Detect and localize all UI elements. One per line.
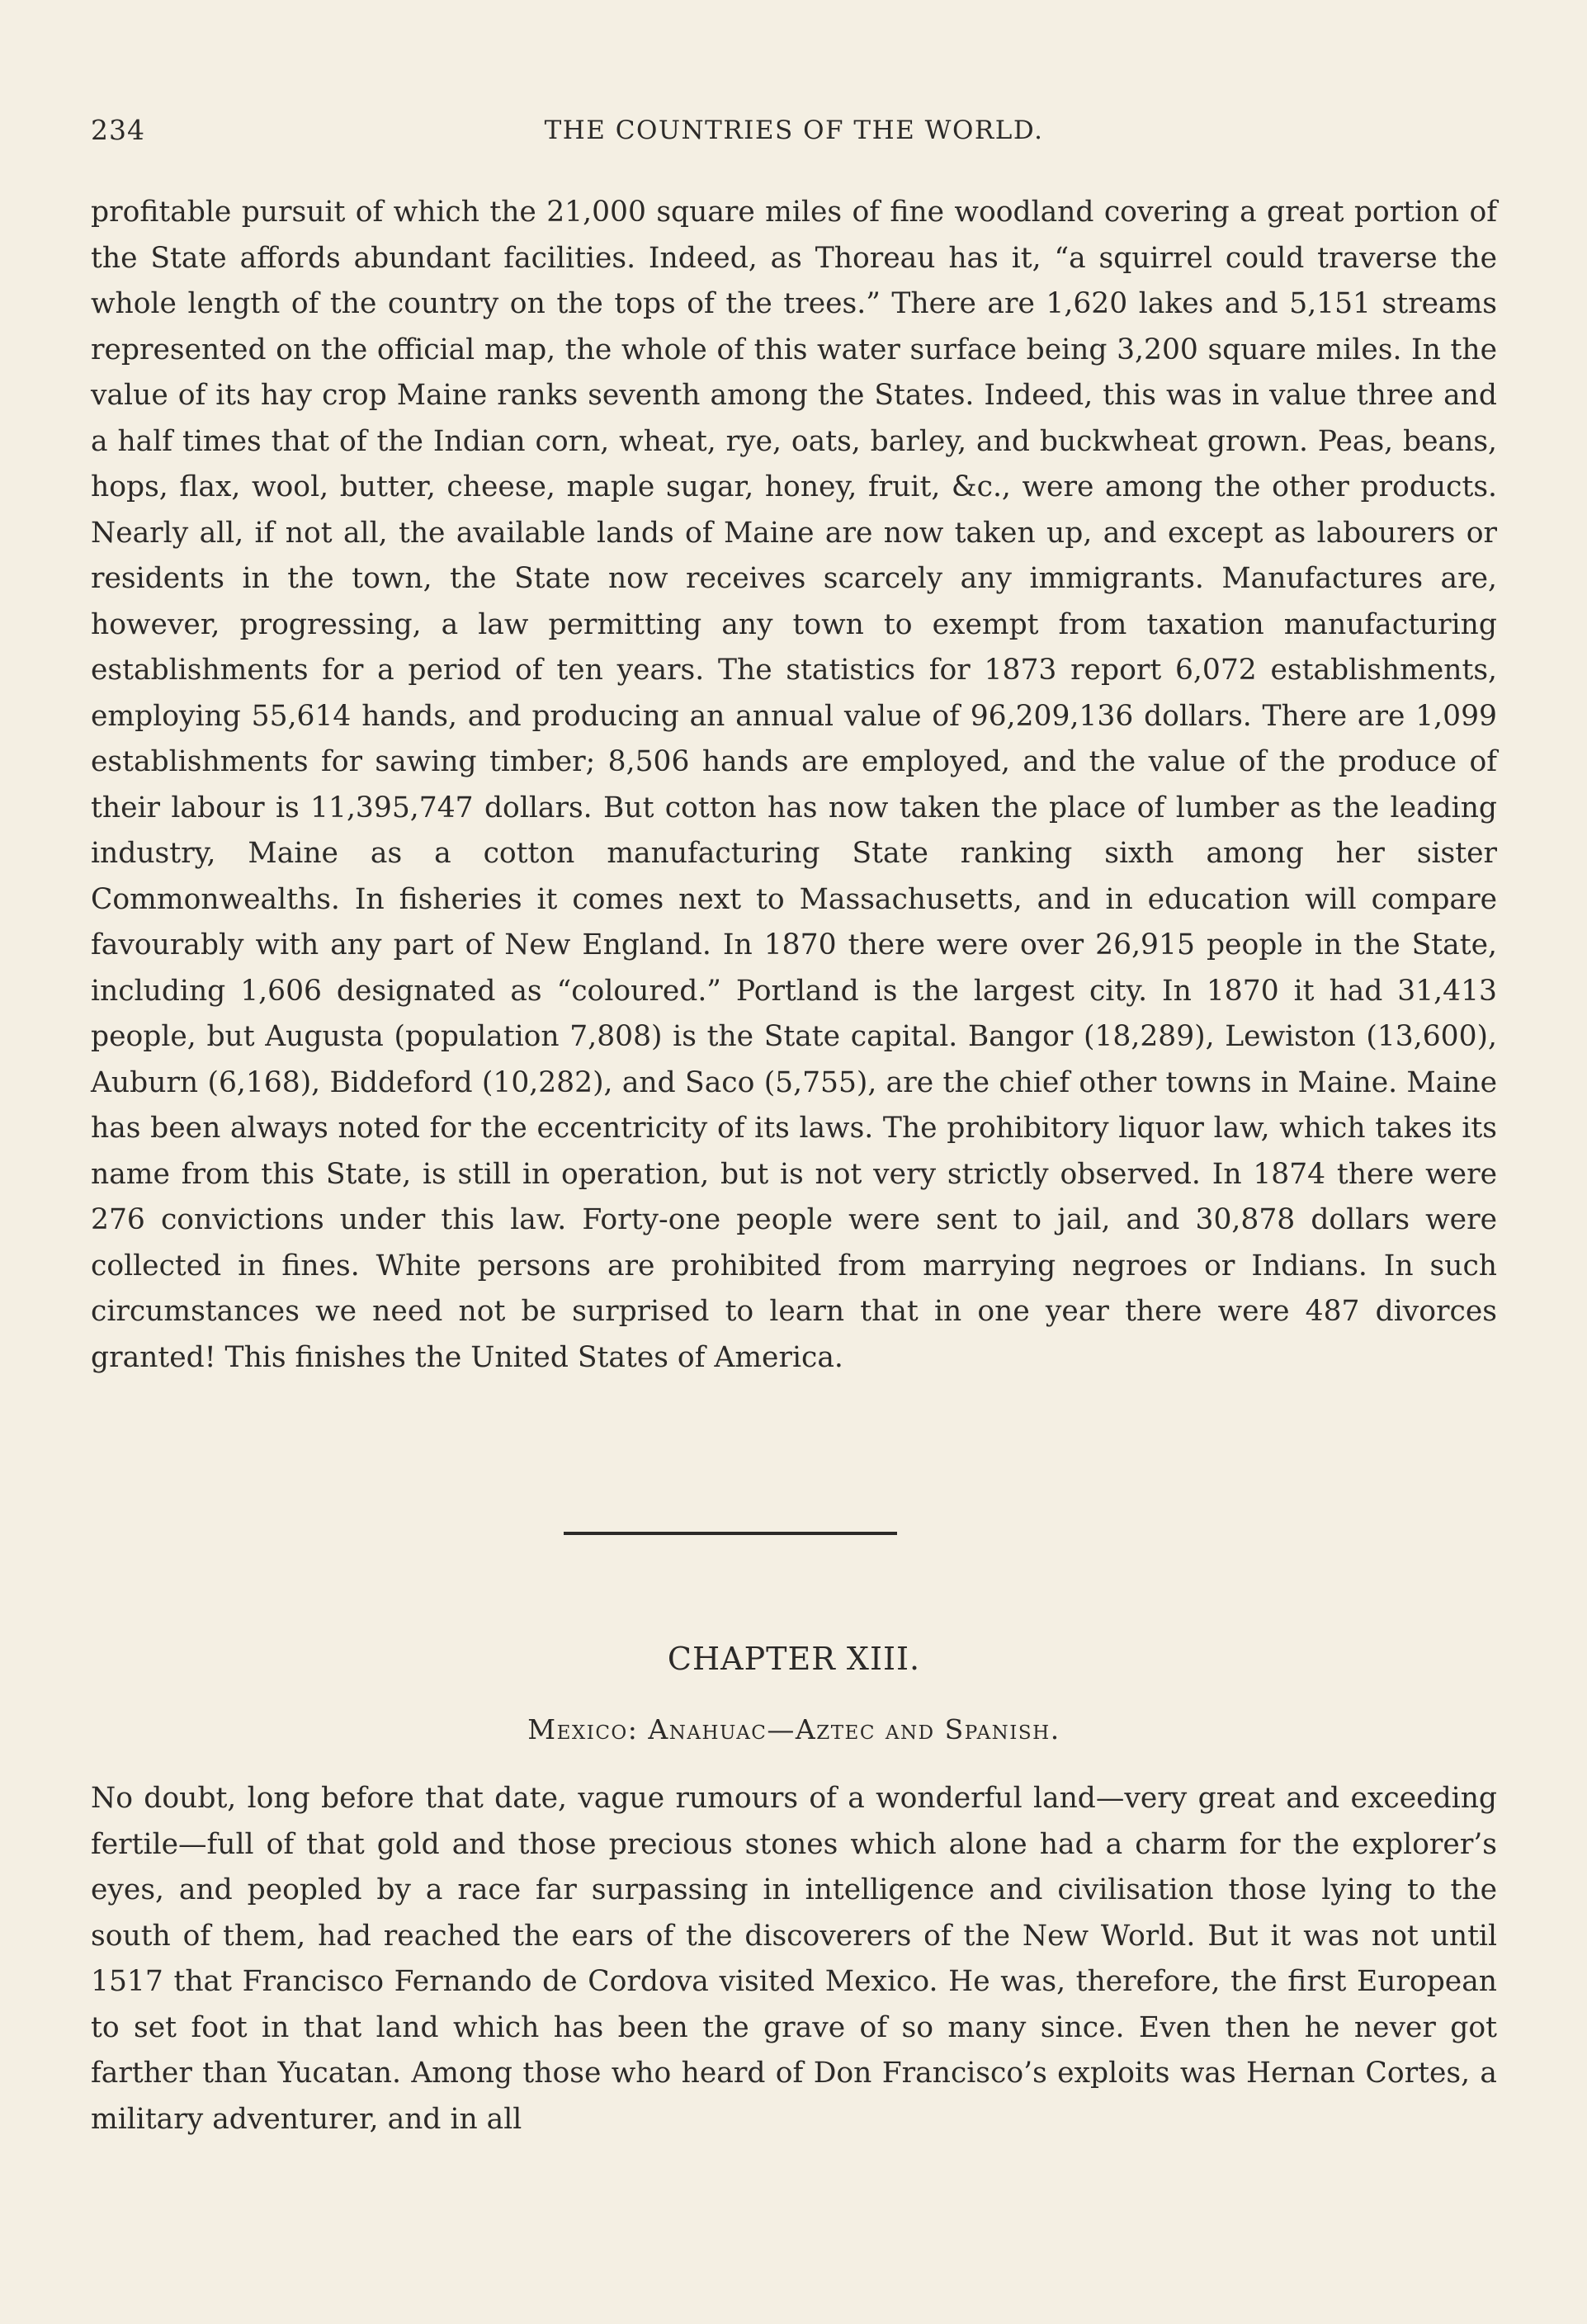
page-number: 234 (91, 114, 145, 146)
running-title: THE COUNTRIES OF THE WORLD. (544, 116, 1044, 145)
chapter-heading: CHAPTER XIII. (667, 1641, 921, 1677)
chapter-subtitle: Mexico: Anahuac—Aztec and Spanish. (527, 1713, 1060, 1745)
body-paragraph-maine: profitable pursuit of which the 21,000 square miles of fine woodland covering a great portion of the State affords abundant facilities. Indeed, as Thoreau has it, “a squirrel could traverse the whole length of the country on the tops of the trees.” There are 1,620 lakes and 5,151 streams represented on the official map, the whole of this water surface being 3,200 square miles. In the value of its hay crop Maine ranks seventh among the States. Indeed, this was in value three and a half times that of the Indian corn, wheat, rye, oats, barley, and buckwheat grown. Peas, beans, hops, flax, wool, butter, cheese, maple sugar, honey, fruit, &c., were among the other products. Nearly all, if not all, the available lands of Maine are now taken up, and except as labourers or residents in the town, the State now receives scarcely any immigrants. Manufactures are, however, progressing, a law permitting any town to exempt from taxation manufacturing establishments for a period of ten years. The statistics for 1873 report 6,072 establishments, employing 55,614 hands, and producing an annual value of 96,209,136 dollars. There are 1,099 establishments for sawing timber; 8,506 hands are employed, and the value of the produce of their labour is 11,395,747 dollars. But cotton has now taken the place of lumber as the leading industry, Maine as a cotton manufacturing State ranking sixth among her sister Commonwealths. In fisheries it comes next to Massachusetts, and in education will compare favourably with any part of New England. In 1870 there were over 26,915 people in the State, including 1,606 designated as “coloured.” Portland is the largest city. In 1870 it had 31,413 people, but Augusta (population 7,808) is the State capital. Bangor (18,289), Lewiston (13,600), Auburn (6,168), Biddeford (10,282), and Saco (5,755), are the chief other towns in Maine. Maine has been always noted for the eccentricity of its laws. The prohibitory liquor law, which takes its name from this State, is still in operation, but is not very strictly observed. In 1874 there were 276 convictions under this law. Forty-one people were sent to jail, and 30,878 dollars were collected in fines. White persons are prohibited from marrying negroes or Indians. In such circumstances we need not be surprised to learn that in one year there were 487 divorces granted! This finishes the United States of America. (91, 196, 1497, 1374)
section-divider-rule (564, 1532, 897, 1535)
running-head (91, 114, 1497, 154)
body-paragraph-mexico: No doubt, long before that date, vague rumours of a wonderful land—very great and exceeding fertile—full of that gold and those precious stones which alone had a charm for the explorer’s eyes, and peopled by a race far surpassing in intelligence and civilisation those lying to the south of them, had reached the ears of the discoverers of the New World. But it was not until 1517 that Francisco Fernando de Cordova visited Mexico. He was, therefore, the first European to set foot in that land which has been the grave of so many since. Even then he never got farther than Yucatan. Among those who heard of Don Francisco’s exploits was Hernan Cortes, a military adventurer, and in all (91, 1782, 1497, 2136)
